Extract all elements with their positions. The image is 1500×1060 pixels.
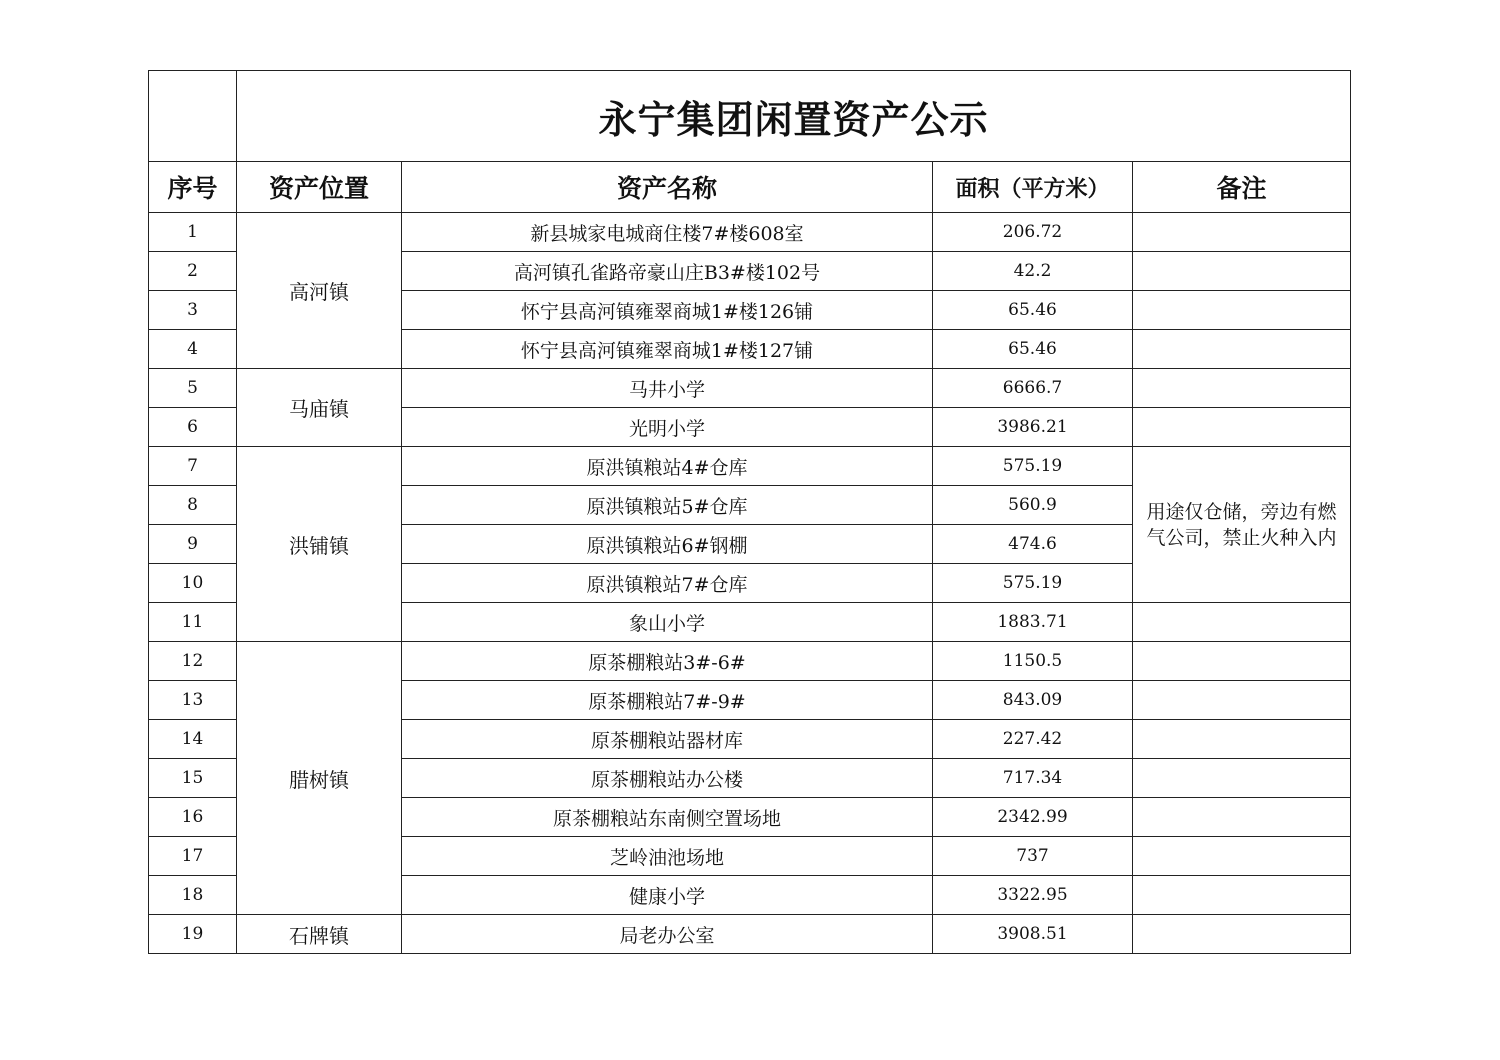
header-index: 序号	[149, 162, 237, 213]
note-cell	[1133, 408, 1351, 447]
header-location: 资产位置	[237, 162, 402, 213]
header-row	[149, 162, 1351, 213]
note-cell	[1133, 720, 1351, 759]
row-index: 10	[149, 564, 237, 603]
asset-area: 65.46	[933, 330, 1133, 369]
note-cell	[1133, 213, 1351, 252]
asset-area: 474.6	[933, 525, 1133, 564]
row-index: 13	[149, 681, 237, 720]
asset-name: 原茶棚粮站器材库	[402, 720, 933, 759]
note-cell	[1133, 603, 1351, 642]
row-index: 17	[149, 837, 237, 876]
table-row	[149, 642, 1351, 681]
note-cell	[1133, 369, 1351, 408]
row-index: 3	[149, 291, 237, 330]
row-index: 16	[149, 798, 237, 837]
asset-area: 6666.7	[933, 369, 1133, 408]
asset-area: 575.19	[933, 447, 1133, 486]
note-cell	[1133, 642, 1351, 681]
note-cell	[1133, 837, 1351, 876]
row-index: 5	[149, 369, 237, 408]
row-index: 18	[149, 876, 237, 915]
asset-area: 2342.99	[933, 798, 1133, 837]
asset-name: 原洪镇粮站7#仓库	[402, 564, 933, 603]
asset-name: 马井小学	[402, 369, 933, 408]
note-cell	[1133, 681, 1351, 720]
asset-area: 560.9	[933, 486, 1133, 525]
row-index: 8	[149, 486, 237, 525]
asset-area: 1150.5	[933, 642, 1133, 681]
note-cell	[1133, 759, 1351, 798]
asset-name: 怀宁县高河镇雍翠商城1#楼127铺	[402, 330, 933, 369]
asset-area: 843.09	[933, 681, 1133, 720]
table-row	[149, 213, 1351, 252]
asset-area: 42.2	[933, 252, 1133, 291]
row-index: 7	[149, 447, 237, 486]
header-area: 面积（平方米）	[933, 162, 1133, 213]
asset-name: 局老办公室	[402, 915, 933, 954]
asset-name: 原洪镇粮站5#仓库	[402, 486, 933, 525]
asset-name: 怀宁县高河镇雍翠商城1#楼126铺	[402, 291, 933, 330]
note-cell	[1133, 330, 1351, 369]
asset-name: 原茶棚粮站办公楼	[402, 759, 933, 798]
asset-area: 3322.95	[933, 876, 1133, 915]
asset-area: 3986.21	[933, 408, 1133, 447]
row-index: 19	[149, 915, 237, 954]
asset-name: 原洪镇粮站4#仓库	[402, 447, 933, 486]
asset-area: 206.72	[933, 213, 1133, 252]
note-cell	[1133, 915, 1351, 954]
asset-name: 原茶棚粮站7#-9#	[402, 681, 933, 720]
location-cell: 腊树镇	[237, 642, 402, 915]
row-index: 4	[149, 330, 237, 369]
asset-area: 3908.51	[933, 915, 1133, 954]
row-index: 15	[149, 759, 237, 798]
table-row	[149, 369, 1351, 408]
note-cell	[1133, 876, 1351, 915]
asset-name: 原茶棚粮站东南侧空置场地	[402, 798, 933, 837]
title-blank-cell	[149, 71, 237, 162]
header-note: 备注	[1133, 162, 1351, 213]
location-cell: 洪铺镇	[237, 447, 402, 642]
row-index: 12	[149, 642, 237, 681]
asset-name: 健康小学	[402, 876, 933, 915]
asset-area: 227.42	[933, 720, 1133, 759]
header-name: 资产名称	[402, 162, 933, 213]
asset-name: 原洪镇粮站6#钢棚	[402, 525, 933, 564]
asset-table	[148, 70, 1351, 954]
row-index: 9	[149, 525, 237, 564]
title-row	[149, 71, 1351, 162]
asset-area: 1883.71	[933, 603, 1133, 642]
note-cell-merged: 用途仅仓储，旁边有燃气公司，禁止火种入内	[1133, 447, 1351, 603]
asset-area: 65.46	[933, 291, 1133, 330]
table-title: 永宁集团闲置资产公示	[237, 71, 1351, 162]
location-cell: 高河镇	[237, 213, 402, 369]
asset-name: 新县城家电城商住楼7#楼608室	[402, 213, 933, 252]
asset-name: 芝岭油池场地	[402, 837, 933, 876]
table-row	[149, 915, 1351, 954]
row-index: 1	[149, 213, 237, 252]
row-index: 2	[149, 252, 237, 291]
asset-name: 光明小学	[402, 408, 933, 447]
asset-name: 原茶棚粮站3#-6#	[402, 642, 933, 681]
note-cell	[1133, 291, 1351, 330]
asset-name: 高河镇孔雀路帝豪山庄B3#楼102号	[402, 252, 933, 291]
row-index: 11	[149, 603, 237, 642]
location-cell: 马庙镇	[237, 369, 402, 447]
asset-area: 575.19	[933, 564, 1133, 603]
asset-area: 717.34	[933, 759, 1133, 798]
note-cell	[1133, 252, 1351, 291]
asset-name: 象山小学	[402, 603, 933, 642]
location-cell: 石牌镇	[237, 915, 402, 954]
note-cell	[1133, 798, 1351, 837]
table-row	[149, 447, 1351, 486]
asset-area: 737	[933, 837, 1133, 876]
row-index: 6	[149, 408, 237, 447]
row-index: 14	[149, 720, 237, 759]
